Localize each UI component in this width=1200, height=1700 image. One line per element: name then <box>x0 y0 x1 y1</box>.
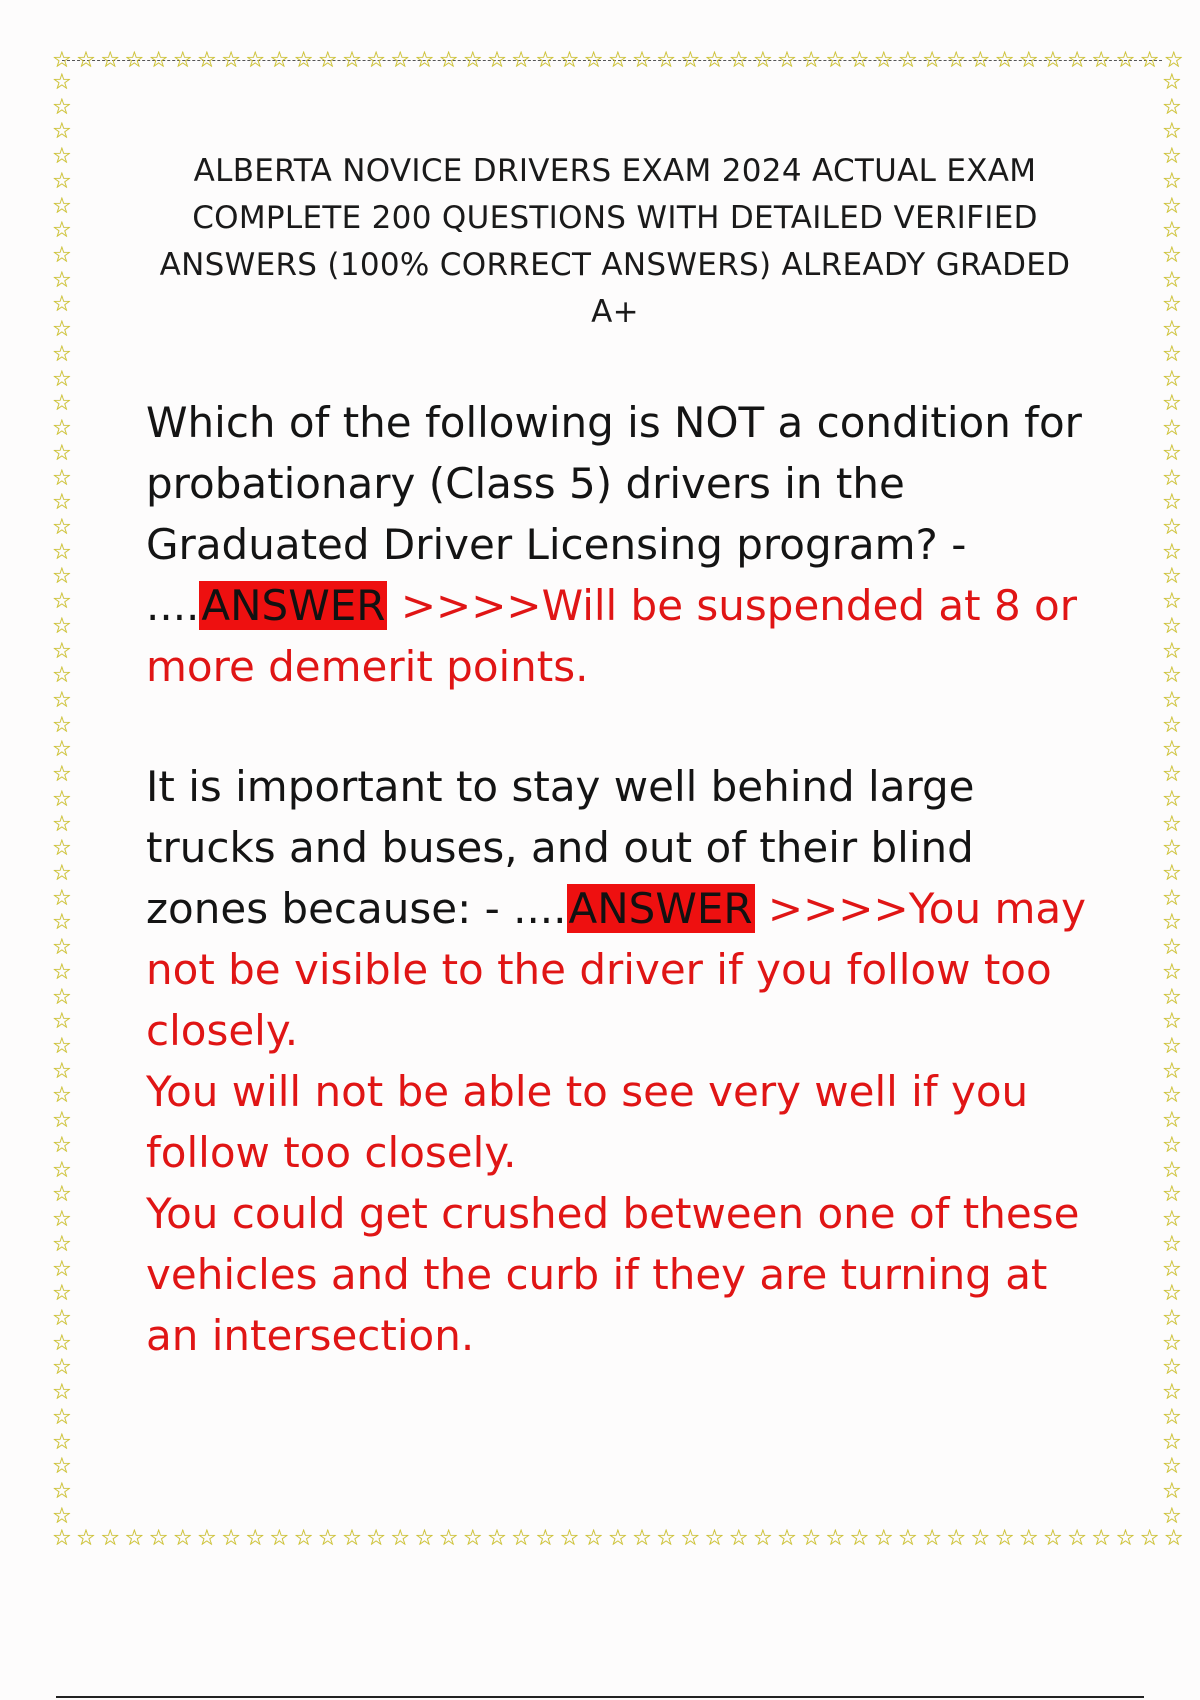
star-icon: ☆ <box>1162 391 1182 417</box>
star-icon: ☆ <box>487 1526 507 1551</box>
star-icon: ☆ <box>1162 687 1182 713</box>
star-icon: ☆ <box>221 48 241 73</box>
star-icon: ☆ <box>801 1526 822 1551</box>
star-icon: ☆ <box>100 1526 121 1551</box>
star-icon: ☆ <box>52 366 72 392</box>
star-border-right <box>1162 72 1182 1528</box>
star-icon: ☆ <box>898 48 918 73</box>
star-icon: ☆ <box>1162 712 1182 738</box>
star-icon: ☆ <box>1067 1526 1087 1551</box>
star-icon: ☆ <box>52 589 72 615</box>
star-icon: ☆ <box>1162 885 1182 911</box>
star-icon: ☆ <box>221 1526 241 1551</box>
answer-line: You could get crushed between one of these vehicles and the curb if they are turning at an intersection. <box>146 1189 1080 1360</box>
star-icon: ☆ <box>52 737 72 763</box>
star-icon: ☆ <box>52 613 72 639</box>
star-icon: ☆ <box>52 144 72 170</box>
answer-text: >>>>You may not be visible to the driver if you follow too closely. <box>146 884 1086 1055</box>
star-icon: ☆ <box>52 193 72 219</box>
star-icon: ☆ <box>1162 1355 1182 1381</box>
star-icon: ☆ <box>52 70 72 95</box>
star-icon: ☆ <box>124 48 145 73</box>
star-icon: ☆ <box>583 48 604 73</box>
star-icon: ☆ <box>52 836 72 862</box>
star-icon: ☆ <box>1162 564 1182 590</box>
star-icon: ☆ <box>390 1526 411 1551</box>
star-icon: ☆ <box>172 1526 193 1551</box>
star-icon: ☆ <box>1162 811 1182 837</box>
star-icon: ☆ <box>366 48 386 73</box>
answer-line: You will not be able to see very well if you follow too closely. <box>146 1067 1029 1177</box>
star-icon: ☆ <box>1162 1157 1182 1183</box>
star-icon: ☆ <box>1162 1182 1182 1208</box>
star-icon: ☆ <box>52 317 72 343</box>
star-icon: ☆ <box>52 811 72 837</box>
star-icon: ☆ <box>1162 638 1182 664</box>
star-icon: ☆ <box>52 416 72 442</box>
star-icon: ☆ <box>52 885 72 911</box>
star-icon: ☆ <box>1162 193 1182 219</box>
star-icon: ☆ <box>1162 490 1182 516</box>
star-icon: ☆ <box>52 1330 72 1356</box>
star-icon: ☆ <box>52 391 72 417</box>
star-icon: ☆ <box>52 1380 72 1406</box>
star-icon: ☆ <box>52 218 72 244</box>
star-icon: ☆ <box>52 1454 72 1480</box>
star-icon: ☆ <box>1162 1281 1182 1307</box>
star-icon: ☆ <box>1163 48 1184 73</box>
star-icon: ☆ <box>1091 48 1112 73</box>
star-icon: ☆ <box>100 48 121 73</box>
star-icon: ☆ <box>1162 1256 1182 1282</box>
star-icon: ☆ <box>1162 589 1182 615</box>
star-icon: ☆ <box>487 48 507 73</box>
answer-text: >>>>Will be suspended at 8 or more demerit points. <box>146 581 1078 691</box>
star-icon: ☆ <box>1162 119 1182 145</box>
star-icon: ☆ <box>1139 48 1160 73</box>
star-icon: ☆ <box>1162 613 1182 639</box>
star-icon: ☆ <box>269 48 290 73</box>
star-icon: ☆ <box>535 1526 556 1551</box>
star-icon: ☆ <box>52 267 72 293</box>
star-icon: ☆ <box>752 48 773 73</box>
star-icon: ☆ <box>1162 1404 1182 1430</box>
star-icon: ☆ <box>1162 317 1182 343</box>
star-icon: ☆ <box>1162 1034 1182 1060</box>
star-icon: ☆ <box>414 1526 435 1551</box>
star-icon: ☆ <box>1162 1330 1182 1356</box>
star-icon: ☆ <box>1162 836 1182 862</box>
star-icon: ☆ <box>1162 1503 1182 1529</box>
star-icon: ☆ <box>704 1526 725 1551</box>
star-icon: ☆ <box>1043 1526 1063 1551</box>
answer-label: ANSWER <box>568 884 753 933</box>
star-icon: ☆ <box>511 1526 531 1551</box>
star-icon: ☆ <box>632 48 652 73</box>
star-icon: ☆ <box>462 48 483 73</box>
star-icon: ☆ <box>1162 762 1182 788</box>
star-icon: ☆ <box>1162 440 1182 466</box>
qa-item-1 <box>146 392 1106 697</box>
star-icon: ☆ <box>1162 292 1182 318</box>
star-icon: ☆ <box>1162 1231 1182 1257</box>
star-icon: ☆ <box>52 539 72 565</box>
page-bottom-rule <box>56 1696 1144 1698</box>
star-icon: ☆ <box>76 1526 96 1551</box>
star-icon: ☆ <box>1162 70 1182 95</box>
star-icon: ☆ <box>52 1083 72 1109</box>
star-icon: ☆ <box>1162 737 1182 763</box>
star-icon: ☆ <box>52 490 72 516</box>
star-icon: ☆ <box>52 1009 72 1035</box>
star-icon: ☆ <box>52 514 72 540</box>
star-icon: ☆ <box>52 1182 72 1208</box>
star-icon: ☆ <box>438 1526 459 1551</box>
star-icon: ☆ <box>511 48 531 73</box>
star-icon: ☆ <box>946 1526 967 1551</box>
star-icon: ☆ <box>632 1526 652 1551</box>
star-icon: ☆ <box>994 1526 1015 1551</box>
star-icon: ☆ <box>52 687 72 713</box>
star-icon: ☆ <box>1115 48 1136 73</box>
star-icon: ☆ <box>946 48 967 73</box>
star-icon: ☆ <box>777 1526 797 1551</box>
star-icon: ☆ <box>52 94 72 120</box>
star-icon: ☆ <box>1018 1526 1039 1551</box>
star-icon: ☆ <box>1162 539 1182 565</box>
star-icon: ☆ <box>52 712 72 738</box>
star-icon: ☆ <box>52 1503 72 1529</box>
star-icon: ☆ <box>52 959 72 985</box>
star-icon: ☆ <box>52 1157 72 1183</box>
star-icon: ☆ <box>1163 1526 1184 1551</box>
star-icon: ☆ <box>317 1526 338 1551</box>
star-icon: ☆ <box>52 341 72 367</box>
star-icon: ☆ <box>1162 1380 1182 1406</box>
star-icon: ☆ <box>1162 1058 1182 1084</box>
star-icon: ☆ <box>52 1058 72 1084</box>
star-icon: ☆ <box>1162 366 1182 392</box>
star-icon: ☆ <box>52 762 72 788</box>
star-icon: ☆ <box>172 48 193 73</box>
star-icon: ☆ <box>462 1526 483 1551</box>
star-icon: ☆ <box>52 292 72 318</box>
star-icon: ☆ <box>52 910 72 936</box>
star-icon: ☆ <box>438 48 459 73</box>
star-icon: ☆ <box>148 48 169 73</box>
star-icon: ☆ <box>52 1034 72 1060</box>
star-icon: ☆ <box>1162 1009 1182 1035</box>
star-icon: ☆ <box>52 1478 72 1504</box>
star-icon: ☆ <box>922 1526 942 1551</box>
star-icon: ☆ <box>52 1281 72 1307</box>
star-icon: ☆ <box>777 48 797 73</box>
star-icon: ☆ <box>52 663 72 689</box>
star-icon: ☆ <box>1162 1132 1182 1158</box>
star-icon: ☆ <box>1162 1207 1182 1233</box>
star-icon: ☆ <box>366 1526 386 1551</box>
star-icon: ☆ <box>52 48 72 73</box>
star-icon: ☆ <box>52 1256 72 1282</box>
star-border-left <box>52 72 72 1528</box>
star-icon: ☆ <box>76 48 96 73</box>
star-icon: ☆ <box>680 1526 701 1551</box>
star-icon: ☆ <box>1162 168 1182 194</box>
star-icon: ☆ <box>317 48 338 73</box>
star-icon: ☆ <box>1162 94 1182 120</box>
star-icon: ☆ <box>52 1132 72 1158</box>
star-icon: ☆ <box>559 1526 580 1551</box>
star-icon: ☆ <box>1162 218 1182 244</box>
star-icon: ☆ <box>849 1526 870 1551</box>
star-icon: ☆ <box>1162 1429 1182 1455</box>
star-icon: ☆ <box>52 1108 72 1134</box>
star-icon: ☆ <box>52 243 72 269</box>
star-icon: ☆ <box>269 1526 290 1551</box>
star-icon: ☆ <box>970 48 991 73</box>
star-icon: ☆ <box>1067 48 1087 73</box>
star-icon: ☆ <box>704 48 725 73</box>
star-icon: ☆ <box>1115 1526 1136 1551</box>
star-icon: ☆ <box>1162 1454 1182 1480</box>
star-icon: ☆ <box>656 1526 677 1551</box>
star-icon: ☆ <box>1162 1108 1182 1134</box>
star-icon: ☆ <box>1162 514 1182 540</box>
star-icon: ☆ <box>1162 267 1182 293</box>
star-icon: ☆ <box>1162 341 1182 367</box>
star-icon: ☆ <box>1162 243 1182 269</box>
star-icon: ☆ <box>1162 1305 1182 1331</box>
qa-item-2 <box>146 756 1106 1366</box>
star-icon: ☆ <box>849 48 870 73</box>
star-icon: ☆ <box>148 1526 169 1551</box>
star-icon: ☆ <box>535 48 556 73</box>
star-icon: ☆ <box>922 48 942 73</box>
question-text: Which of the following is NOT a condition for probationary (Class 5) drivers in the Graduated Driver Licensing program? - .... <box>146 398 1082 630</box>
star-icon: ☆ <box>825 48 846 73</box>
star-icon: ☆ <box>293 48 314 73</box>
star-icon: ☆ <box>52 1404 72 1430</box>
star-icon: ☆ <box>873 1526 894 1551</box>
star-icon: ☆ <box>1162 935 1182 961</box>
star-icon: ☆ <box>52 984 72 1010</box>
star-icon: ☆ <box>52 935 72 961</box>
star-icon: ☆ <box>1162 786 1182 812</box>
star-border-top <box>52 50 1184 72</box>
star-icon: ☆ <box>1091 1526 1112 1551</box>
star-icon: ☆ <box>52 465 72 491</box>
star-icon: ☆ <box>656 48 677 73</box>
star-icon: ☆ <box>52 861 72 886</box>
star-icon: ☆ <box>1162 1478 1182 1504</box>
star-icon: ☆ <box>342 1526 362 1551</box>
star-icon: ☆ <box>607 1526 628 1551</box>
star-icon: ☆ <box>390 48 411 73</box>
star-icon: ☆ <box>1043 48 1063 73</box>
star-icon: ☆ <box>1139 1526 1160 1551</box>
star-icon: ☆ <box>342 48 362 73</box>
star-icon: ☆ <box>728 1526 749 1551</box>
star-icon: ☆ <box>52 1526 72 1551</box>
star-icon: ☆ <box>52 440 72 466</box>
question-text: It is important to stay well behind large trucks and buses, and out of their blind zones because: - .... <box>146 762 975 933</box>
star-icon: ☆ <box>1018 48 1039 73</box>
star-icon: ☆ <box>245 48 266 73</box>
star-icon: ☆ <box>52 1305 72 1331</box>
star-icon: ☆ <box>1162 959 1182 985</box>
star-icon: ☆ <box>801 48 822 73</box>
star-icon: ☆ <box>52 119 72 145</box>
star-icon: ☆ <box>559 48 580 73</box>
star-icon: ☆ <box>52 1207 72 1233</box>
star-icon: ☆ <box>1162 984 1182 1010</box>
star-icon: ☆ <box>873 48 894 73</box>
star-icon: ☆ <box>1162 1083 1182 1109</box>
star-icon: ☆ <box>1162 861 1182 886</box>
star-icon: ☆ <box>197 48 217 73</box>
star-icon: ☆ <box>293 1526 314 1551</box>
star-icon: ☆ <box>1162 416 1182 442</box>
star-icon: ☆ <box>414 48 435 73</box>
star-icon: ☆ <box>52 564 72 590</box>
star-icon: ☆ <box>752 1526 773 1551</box>
star-icon: ☆ <box>52 638 72 664</box>
star-icon: ☆ <box>1162 465 1182 491</box>
star-icon: ☆ <box>680 48 701 73</box>
star-icon: ☆ <box>970 1526 991 1551</box>
star-icon: ☆ <box>583 1526 604 1551</box>
star-border-bottom <box>52 1528 1184 1550</box>
star-icon: ☆ <box>124 1526 145 1551</box>
star-icon: ☆ <box>52 1429 72 1455</box>
star-icon: ☆ <box>1162 144 1182 170</box>
star-icon: ☆ <box>197 1526 217 1551</box>
star-icon: ☆ <box>607 48 628 73</box>
star-icon: ☆ <box>52 1355 72 1381</box>
star-icon: ☆ <box>898 1526 918 1551</box>
star-icon: ☆ <box>52 168 72 194</box>
star-icon: ☆ <box>1162 663 1182 689</box>
document-title: ALBERTA NOVICE DRIVERS EXAM 2024 ACTUAL EXAM COMPLETE 200 QUESTIONS WITH DETAILED VERIFIED ANSWERS (100% CORRECT ANSWERS) ALREADY GRADED A+ <box>159 153 1071 330</box>
star-icon: ☆ <box>728 48 749 73</box>
star-icon: ☆ <box>1162 910 1182 936</box>
answer-label: ANSWER <box>201 581 386 630</box>
star-icon: ☆ <box>245 1526 266 1551</box>
star-icon: ☆ <box>994 48 1015 73</box>
star-icon: ☆ <box>52 1231 72 1257</box>
star-icon: ☆ <box>825 1526 846 1551</box>
star-icon: ☆ <box>52 786 72 812</box>
